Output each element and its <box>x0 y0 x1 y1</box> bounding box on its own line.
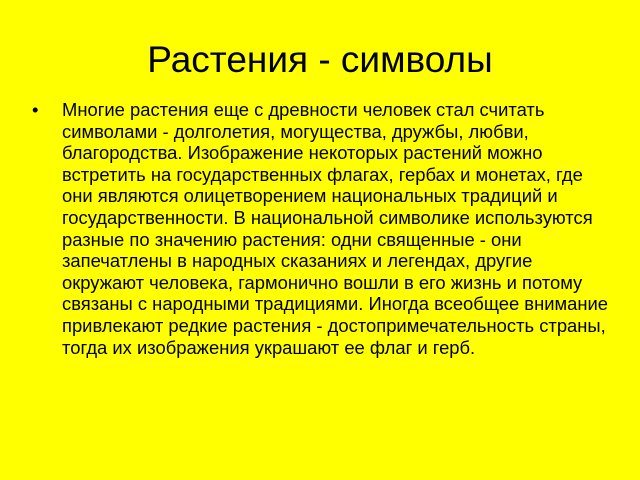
slide-title: Растения - символы <box>147 39 493 80</box>
bullet-item <box>31 99 611 358</box>
bullet-list <box>31 99 611 358</box>
bullet-text: Многие растения еще с древности человек стал считать символами - долголетия, могущества, дружбы, любви, благородства. Изображение некоторых растений можно встретить на государственных флагах, гербах и монетах, где они являются олицетворением национальных традиций и государственности. В национальной символике используются разные по значению растения: одни священные - они запечатлены в народных сказаниях и легендах, другие окружают человека, гармонично вошли в его жизнь и потому связаны с народными традициями. Иногда всеобщее внимание привлекают редкие растения - достопримечательность страны, тогда их изображения украшают ее флаг и герб. <box>62 99 609 358</box>
bullet-marker: • <box>32 99 39 120</box>
